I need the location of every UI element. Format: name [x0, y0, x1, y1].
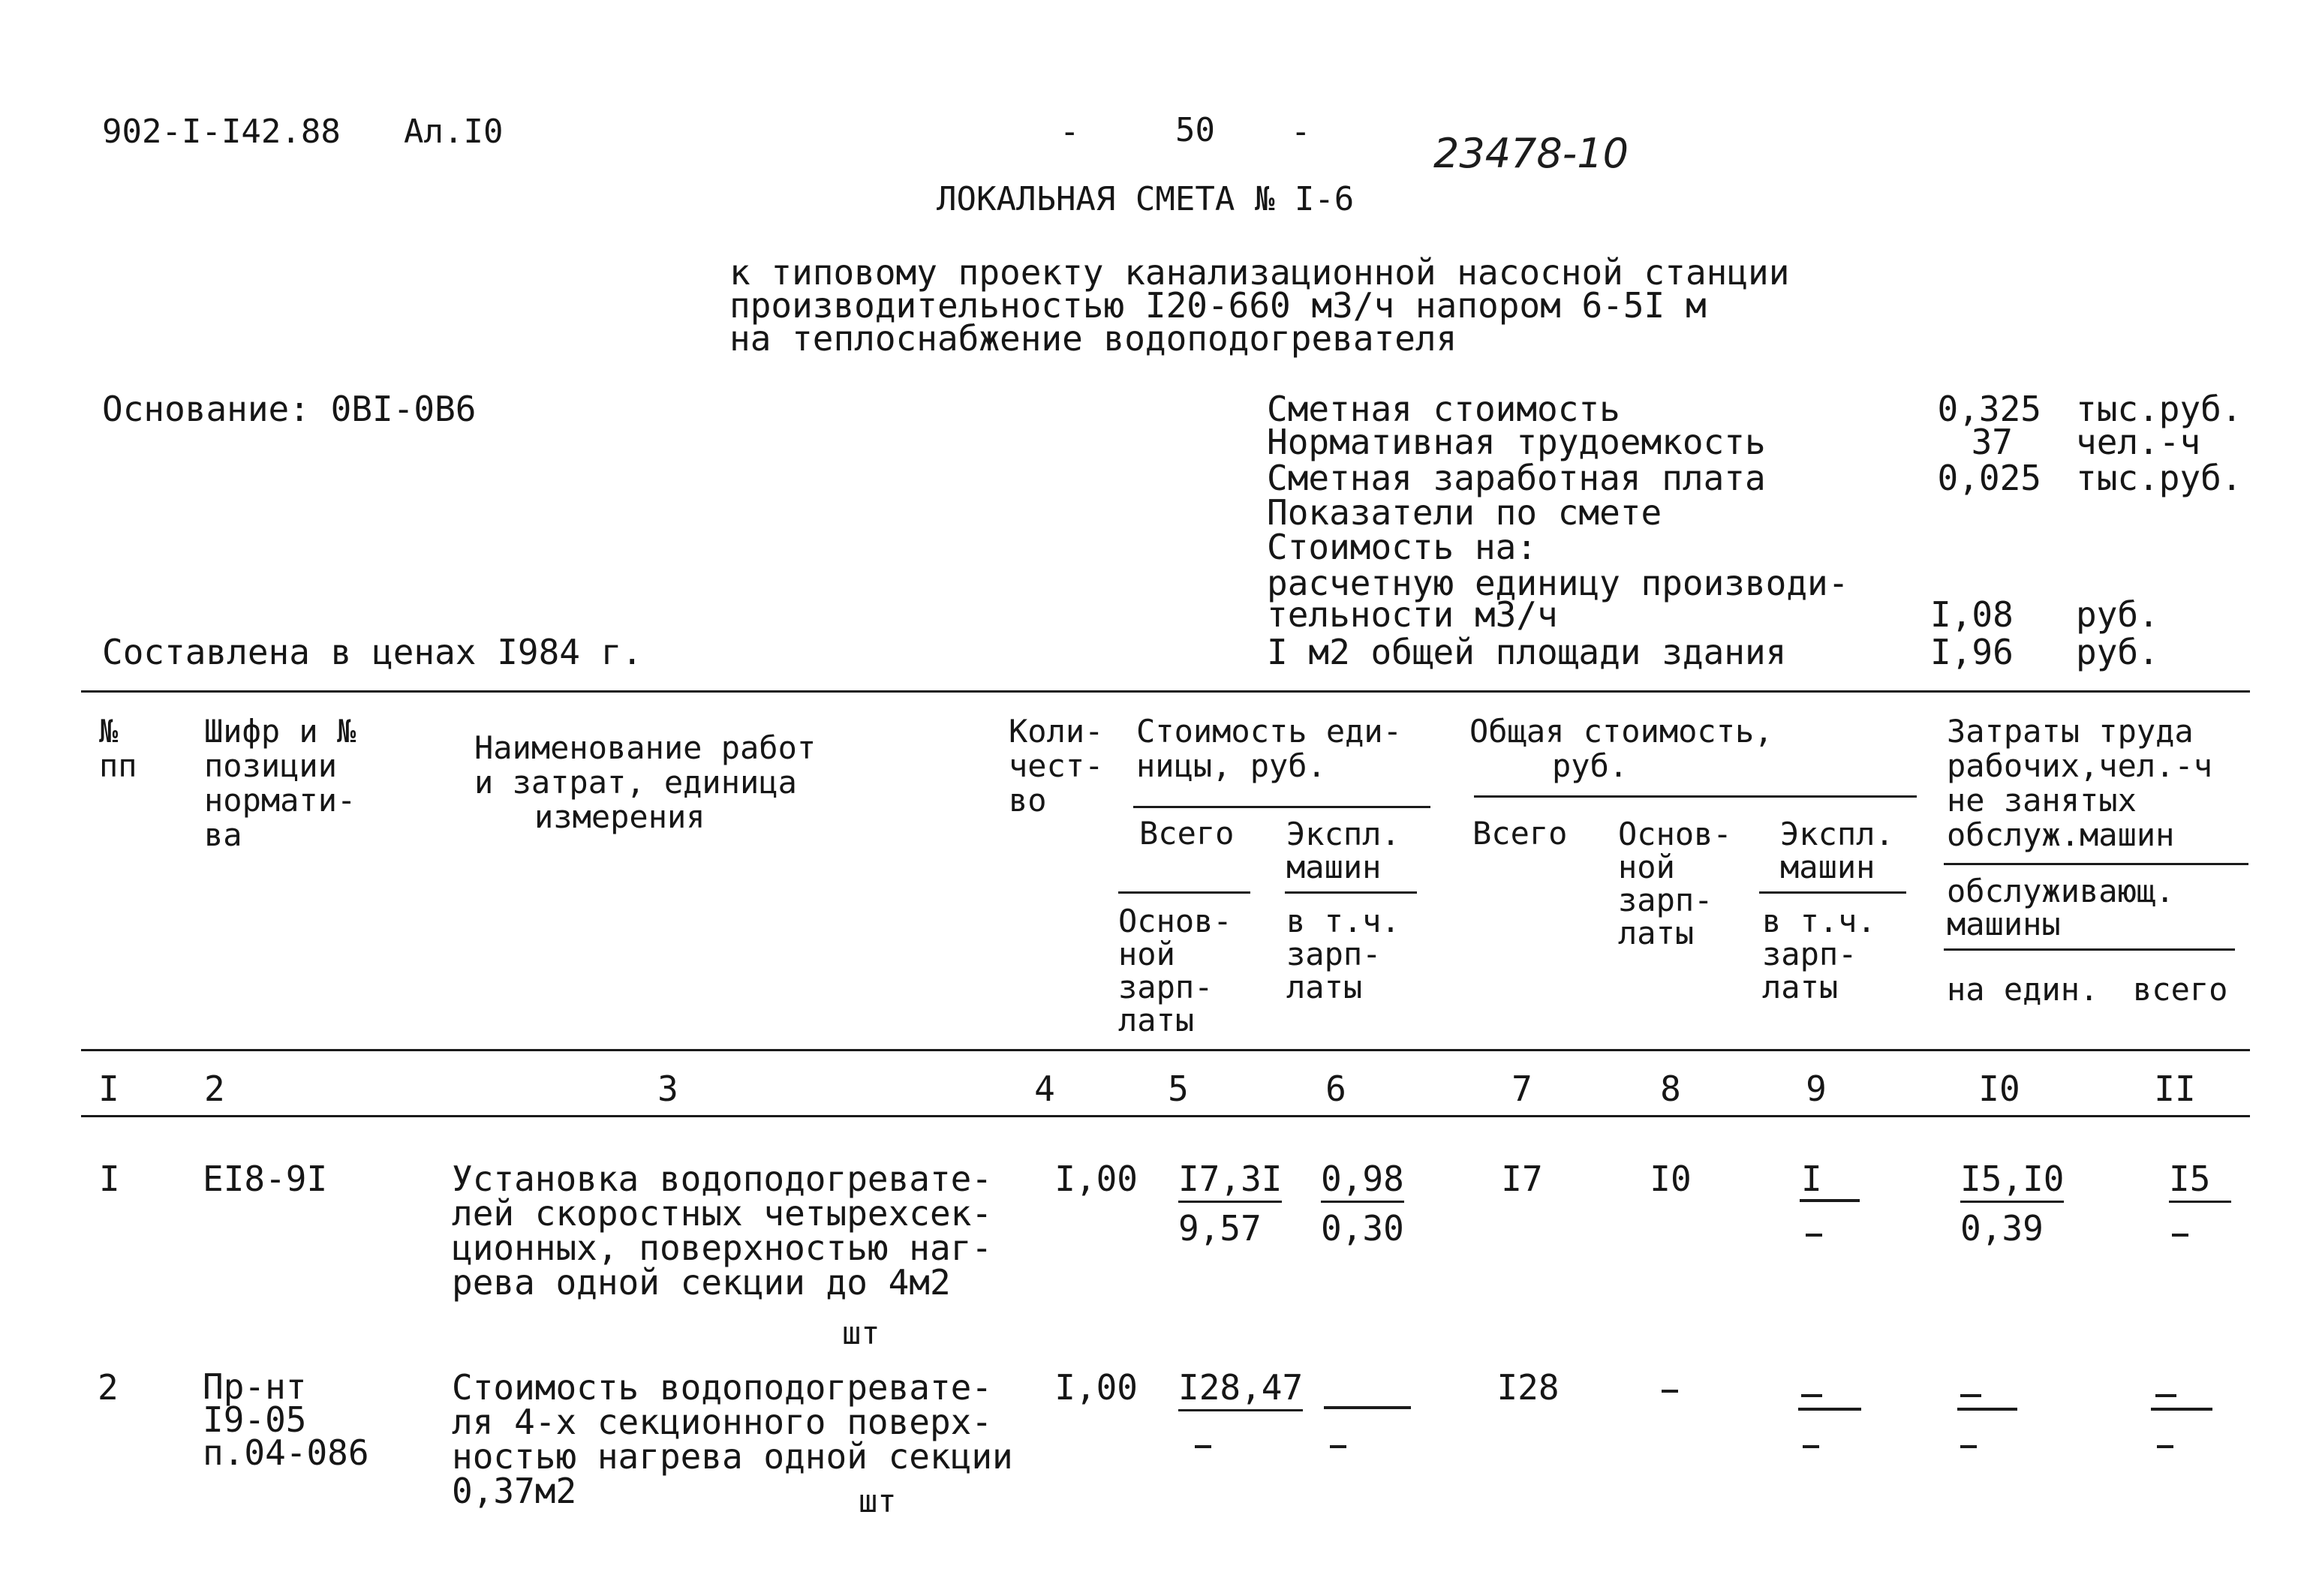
indicators-heading: Показатели по смете: [1267, 492, 1662, 533]
header-total-vtch: в т.ч. зарп- латы: [1762, 903, 1876, 1005]
row1-total: I7: [1501, 1159, 1543, 1199]
colnum-2: 2: [204, 1069, 225, 1109]
indicators-cost-on: Стоимость на:: [1267, 527, 1538, 567]
header-col-quantity: Коли- чест- во: [1009, 713, 1104, 819]
basis: Основание: 0BI-0B6: [102, 389, 477, 429]
header-total-cost: Общая стоимость, руб.: [1469, 713, 1773, 784]
summary-value-labor: 37: [1971, 422, 2013, 462]
row1-unit-machines: 0,98: [1321, 1159, 1404, 1203]
prices-year: Составлена в ценах I984 г.: [102, 632, 643, 672]
row2-number: 2: [98, 1367, 119, 1408]
colnum-9: 9: [1806, 1069, 1827, 1109]
row2-labor-per-unit-dash: [1960, 1394, 1981, 1397]
summary-label-labor: Нормативная трудоемкость: [1267, 422, 1766, 462]
colnum-11: II: [2154, 1069, 2196, 1109]
header-labor-obsl: обслуживающ. машины: [1947, 873, 2175, 942]
row2-labor-total-machines-dash: [2157, 1445, 2173, 1448]
row2-name: Стоимость водоподогревате- ля 4-х секционного поверх- ностью нагрева одной секции 0,37м2: [452, 1367, 1013, 1511]
summary-label-salary: Сметная заработная плата: [1267, 458, 1766, 498]
colnum-5: 5: [1168, 1069, 1189, 1109]
row2-unit-base-salary-dash: [1195, 1445, 1211, 1448]
summary-label-cost: Сметная стоимость: [1267, 389, 1620, 429]
subtitle-line-3: на теплоснабжение водоподогревателя: [729, 318, 1457, 359]
colnum-1: I: [98, 1069, 119, 1109]
colnum-3: 3: [657, 1069, 678, 1109]
header-labor: Затраты труда рабочих,чел.-ч не занятых обслуж.машин: [1947, 713, 2213, 853]
summary-unit-salary: тыс.руб.: [2076, 458, 2242, 498]
rule-labor-1: [1944, 863, 2248, 865]
row1-unit-machines-salary: 0,30: [1321, 1208, 1404, 1249]
header-total-osnov: Основ- ной зарп- латы: [1618, 816, 1732, 951]
rule-vsego-unit: [1118, 891, 1250, 894]
row2-labor-per-unit-underline: [1957, 1408, 2017, 1411]
row2-labor-total-dash: [2155, 1394, 2176, 1397]
row1-total-machines: I: [1801, 1159, 1822, 1199]
row2-code: Пр-нт I9-05 п.04-086: [203, 1366, 369, 1473]
indicators-unit-line-2: тельности м3/ч: [1267, 594, 1558, 635]
row1-labor-total-machines-dash: [2172, 1234, 2188, 1237]
row2-unit-total: I28,47: [1178, 1367, 1303, 1411]
column-numbers-rule: [81, 1115, 2250, 1117]
colnum-4: 4: [1034, 1069, 1055, 1109]
document-title: ЛОКАЛЬНАЯ СМЕТА № I-6: [937, 180, 1355, 218]
row1-number: I: [99, 1159, 120, 1199]
row1-total-machines-salary-dash: [1806, 1234, 1822, 1237]
row1-total-base-salary: I0: [1650, 1159, 1692, 1199]
page-dash-right: -: [1291, 113, 1311, 151]
rule-expl-total: [1759, 891, 1906, 894]
header-labor-na-edin: на един.: [1947, 971, 2099, 1008]
row1-total-machines-underline: [1800, 1199, 1860, 1202]
header-unit-vtch: в т.ч. зарп- латы: [1286, 903, 1400, 1005]
rule-expl-unit: [1285, 891, 1417, 894]
handwritten-archive-number: 23478-10: [1433, 130, 1629, 177]
indicators-unit-value: I,08: [1930, 594, 2014, 635]
row2-unit-machines-dash: [1324, 1406, 1411, 1409]
summary-value-salary: 0,025: [1937, 458, 2041, 498]
row1-code: EI8-9I: [203, 1159, 328, 1199]
indicators-area-value: I,96: [1930, 632, 2014, 672]
header-col-code: Шифр и № позиции нормати- ва: [204, 713, 356, 853]
indicators-unit-line-1: расчетную единицу производи-: [1267, 563, 1849, 603]
rule-unit-cost: [1133, 806, 1430, 808]
colnum-7: 7: [1511, 1069, 1532, 1109]
row1-name: Установка водоподогревате- лей скоростных четырехсек- ционных, поверхностью наг- рева одной секции до 4м2: [452, 1159, 993, 1303]
table-top-rule: [81, 690, 2250, 693]
header-unit-cost: Стоимость еди- ницы, руб.: [1136, 713, 1403, 784]
row2-labor-per-unit-machines-dash: [1960, 1445, 1977, 1448]
header-col-number: № пп: [99, 713, 137, 784]
row1-quantity: I,00: [1054, 1159, 1138, 1199]
row2-total-machines-salary-dash: [1803, 1445, 1819, 1448]
header-unit-vsego: Всего: [1139, 815, 1235, 852]
header-bottom-rule: [81, 1049, 2250, 1051]
indicators-unit-unit: руб.: [2076, 594, 2159, 635]
rule-labor-2: [1944, 948, 2235, 951]
header-unit-osnov: Основ- ной зарп- латы: [1118, 903, 1232, 1038]
subtitle-line-1: к типовому проекту канализационной насосной станции: [729, 252, 1790, 293]
row2-total: I28: [1496, 1367, 1560, 1408]
row1-unit: шт: [842, 1315, 880, 1351]
header-unit-expl: Экспл. машин: [1286, 816, 1400, 885]
row2-unit-machines-salary-dash: [1330, 1445, 1346, 1448]
page-dash-left: -: [1060, 113, 1080, 151]
row1-unit-base-salary: 9,57: [1178, 1208, 1262, 1249]
row1-unit-total: I7,3I: [1178, 1159, 1282, 1203]
row2-labor-total-underline: [2151, 1408, 2212, 1411]
row1-labor-total: I5: [2169, 1159, 2231, 1203]
summary-value-cost: 0,325: [1937, 389, 2041, 429]
row1-labor-per-unit-machines: 0,39: [1960, 1208, 2044, 1249]
summary-unit-labor: чел.-ч: [2076, 422, 2201, 462]
row2-total-machines-dash: [1801, 1394, 1822, 1397]
colnum-10: I0: [1978, 1069, 2020, 1109]
header-total-expl: Экспл. машин: [1780, 816, 1894, 885]
document-code: 902-I-I42.88: [102, 113, 341, 151]
row1-labor-per-unit: I5,I0: [1960, 1159, 2064, 1203]
colnum-8: 8: [1660, 1069, 1681, 1109]
indicators-area-unit: руб.: [2076, 632, 2159, 672]
summary-unit-cost: тыс.руб.: [2076, 389, 2242, 429]
colnum-6: 6: [1325, 1069, 1346, 1109]
row2-unit: шт: [859, 1483, 897, 1519]
page-number: 50: [1175, 111, 1215, 149]
indicators-area-label: I м2 общей площади здания: [1267, 632, 1787, 672]
sheet-number: Ал.I0: [404, 113, 504, 151]
header-total-vsego: Всего: [1472, 815, 1568, 852]
row2-total-base-salary-dash: [1662, 1390, 1678, 1393]
subtitle-line-2: производительностью I20-660 м3/ч напором 6-5I м: [729, 285, 1707, 326]
row2-quantity: I,00: [1054, 1367, 1138, 1408]
row2-total-machines-underline: [1798, 1408, 1861, 1411]
rule-total-cost: [1474, 795, 1917, 798]
header-labor-vsego: всего: [2133, 971, 2228, 1008]
header-col-name: Наименование работ и затрат, единица измерения: [474, 729, 817, 835]
